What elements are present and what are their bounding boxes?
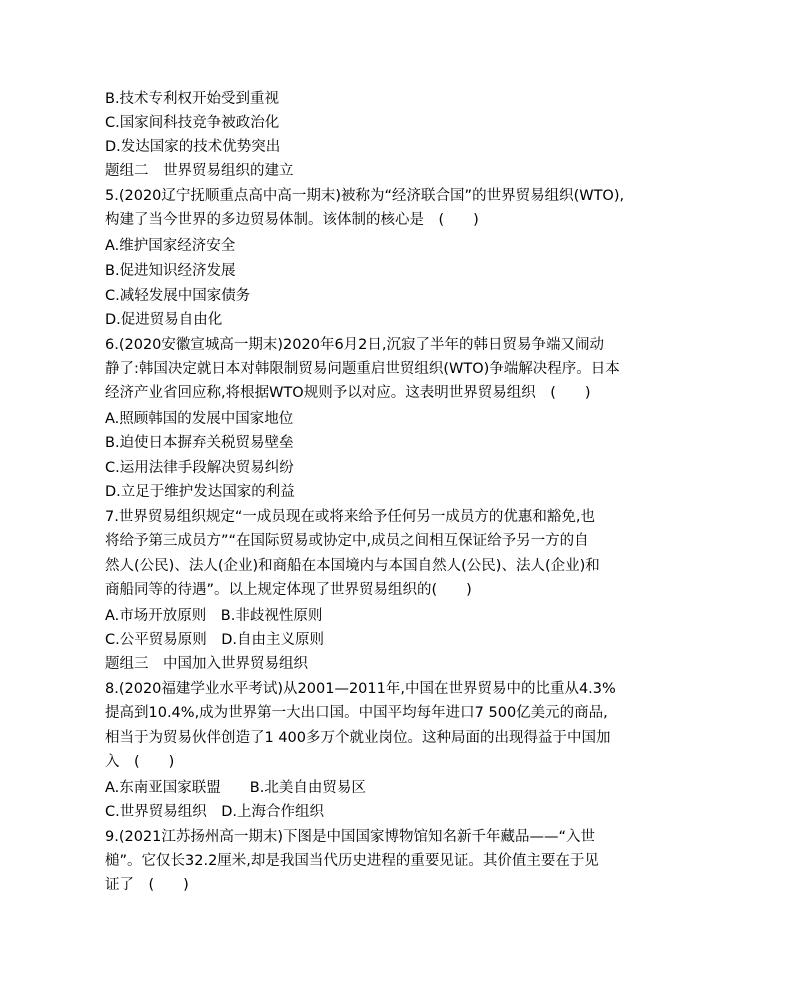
- question-8-line-3: 相当于为贸易伙伴创造了1 400多万个就业岗位。这种局面的出现得益于中国加: [105, 730, 611, 746]
- question-9-line-1: 9.(2021江苏扬州高一期末)下图是中国国家博物馆知名新千年藏品——“入世: [105, 829, 596, 845]
- question-6-option-c: C.运用法律手段解决贸易纠纷: [105, 460, 294, 476]
- question-5-option-d: D.促进贸易自由化: [105, 312, 223, 328]
- option-d: D.发达国家的技术优势突出: [105, 139, 281, 155]
- question-7-options-cd: C.公平贸易原则 D.自由主义原则: [105, 632, 325, 648]
- question-8-options-cd: C.世界贸易组织 D.上海合作组织: [105, 804, 325, 820]
- question-6-line-2: 静了:韩国决定就日本对韩限制贸易问题重启世贸组织(WTO)争端解决程序。日本: [105, 361, 620, 377]
- question-6-option-a: A.照顾韩国的发展中国家地位: [105, 411, 294, 427]
- question-8-line-2: 提高到10.4%,成为世界第一大出口国。中国平均每年进口7 500亿美元的商品,: [105, 705, 608, 721]
- option-b: B.技术专利权开始受到重视: [105, 91, 280, 107]
- question-9-line-2: 槌”。它仅长32.2厘米,却是我国当代历史进程的重要见证。其价值主要在于见: [105, 853, 599, 869]
- question-7-line-1: 7.世界贸易组织规定“一成员现在或将来给予任何另一成员方的优惠和豁免,也: [105, 509, 595, 525]
- question-5-option-a: A.维护国家经济安全: [105, 238, 236, 254]
- question-8-options-ab: A.东南亚国家联盟 B.北美自由贸易区: [105, 780, 366, 796]
- question-7-options-ab: A.市场开放原则 B.非歧视性原则: [105, 608, 323, 624]
- question-8-line-4: 入 ( ): [105, 754, 175, 770]
- option-c: C.国家间科技竞争被政治化: [105, 115, 280, 131]
- section-heading-2: 题组二 世界贸易组织的建立: [105, 163, 294, 179]
- section-heading-3: 题组三 中国加入世界贸易组织: [105, 656, 308, 672]
- question-6-line-3: 经济产业省回应称,将根据WTO规则予以对应。这表明世界贸易组织 ( ): [105, 385, 591, 401]
- question-7-line-4: 商船同等的待遇”。以上规定体现了世界贸易组织的( ): [105, 582, 472, 598]
- question-5-line-1: 5.(2020辽宁抚顺重点高中高一期末)被称为“经济联合国”的世界贸易组织(WTO),: [105, 188, 625, 204]
- question-8-line-1: 8.(2020福建学业水平考试)从2001—2011年,中国在世界贸易中的比重从4.3%: [105, 681, 616, 697]
- question-6-option-d: D.立足于维护发达国家的利益: [105, 484, 295, 500]
- question-6-line-1: 6.(2020安徽宣城高一期末)2020年6月2日,沉寂了半年的韩日贸易争端又闹动: [105, 337, 605, 353]
- question-5-option-c: C.减轻发展中国家债务: [105, 288, 251, 304]
- question-7-line-3: 然人(公民)、法人(企业)和商船在本国境内与本国自然人(公民)、法人(企业)和: [105, 558, 600, 574]
- question-9-line-3: 证了 ( ): [105, 877, 189, 893]
- question-5-option-b: B.促进知识经济发展: [105, 263, 236, 279]
- question-7-line-2: 将给予第三成员方”“在国际贸易或协定中,成员之间相互保证给予另一方的自: [105, 533, 589, 549]
- question-6-option-b: B.迫使日本摒弃关税贸易壁垒: [105, 435, 294, 451]
- question-5-line-2: 构建了当今世界的多边贸易体制。该体制的核心是 ( ): [105, 212, 479, 228]
